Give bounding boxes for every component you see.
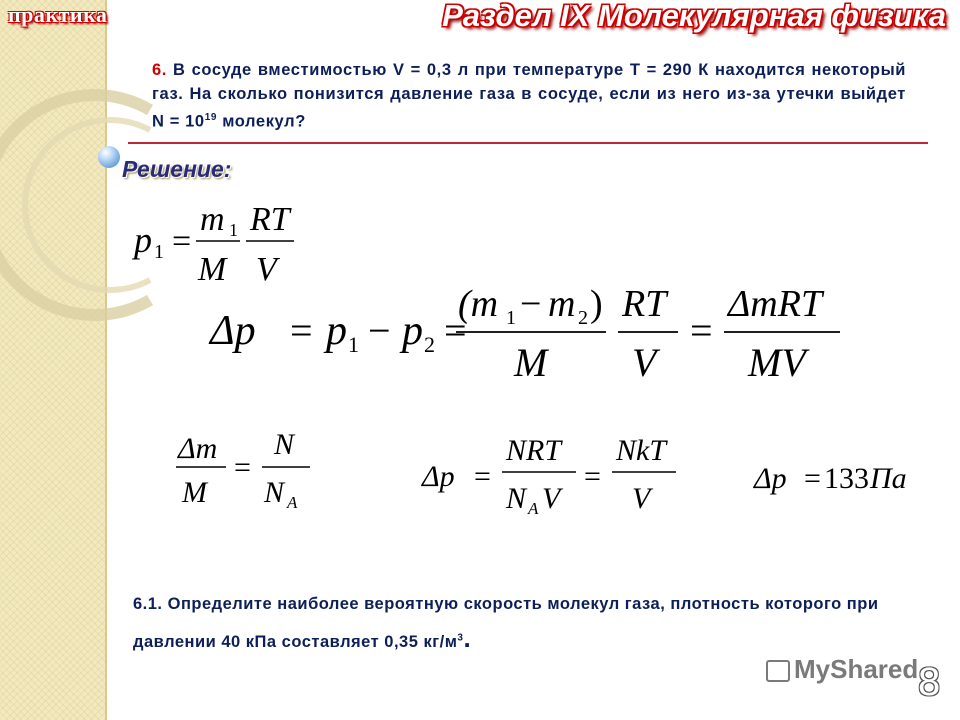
svg-text:V: V	[632, 340, 657, 384]
problem-statement	[152, 58, 906, 134]
svg-text:M: M	[198, 251, 227, 288]
svg-text:MV: MV	[748, 340, 806, 384]
svg-text:p: p	[326, 308, 347, 354]
svg-text:1: 1	[229, 220, 238, 240]
svg-text:m: m	[200, 201, 225, 238]
solution-label: Решение:	[122, 156, 232, 182]
svg-text:N: N	[264, 476, 285, 509]
problem-text-1: В сосуде вместимостью V = 0,3 л при температуре T = 290 К находится некоторый газ. На сколько понизится давление газа в сосуде, если из него из-за утечки выйдет N = 10	[152, 61, 906, 131]
svg-text:2: 2	[578, 307, 588, 329]
watermark-icon	[766, 660, 790, 682]
svg-text:M: M	[182, 476, 207, 509]
svg-text:): )	[590, 283, 603, 325]
svg-text:Δm: Δm	[178, 432, 218, 465]
svg-text:p: p	[134, 220, 152, 260]
svg-text:Δp: Δp	[754, 462, 787, 495]
svg-text:=: =	[690, 308, 713, 353]
svg-text:=: =	[804, 462, 821, 495]
svg-text:m: m	[548, 283, 576, 325]
section-title: Раздел IX Молекулярная физика	[442, 0, 946, 33]
next-problem-text-1: 6.1. Определите наиболее вероятную скорость молекул газа, плотность которого при давлении 40 кПа составляет 0,35 кг/м	[133, 595, 879, 651]
svg-text:Δp: Δp	[210, 308, 256, 354]
svg-text:2: 2	[424, 332, 435, 357]
formula-pressure-initial	[130, 196, 300, 288]
svg-text:=: =	[172, 223, 192, 260]
svg-text:A: A	[528, 499, 539, 518]
formula-answer	[752, 452, 924, 502]
section-tag: практика	[8, 2, 108, 27]
svg-text:=: =	[584, 460, 601, 493]
svg-text:V: V	[256, 251, 277, 288]
svg-text:−: −	[368, 308, 391, 353]
svg-text:Δp: Δp	[422, 460, 455, 493]
svg-text:−: −	[520, 283, 542, 325]
svg-text:N: N	[506, 482, 527, 515]
svg-text:=: =	[234, 451, 251, 484]
svg-text:V: V	[632, 482, 651, 515]
svg-text:1: 1	[348, 332, 359, 357]
svg-text:1: 1	[506, 307, 516, 329]
svg-text:NkT: NkT	[616, 434, 667, 467]
svg-text:N: N	[274, 428, 295, 461]
next-problem-text-2: .	[463, 623, 472, 653]
next-problem-exponent: 3	[457, 632, 464, 644]
next-problem-statement	[133, 587, 923, 659]
svg-text:V: V	[542, 482, 561, 515]
bullet-sphere-icon	[98, 146, 120, 168]
watermark-text: MyShared	[794, 654, 919, 684]
formula-pressure-molecules	[420, 428, 682, 520]
formula-mass-ratio	[174, 424, 314, 516]
svg-text:1: 1	[154, 241, 164, 263]
svg-text:A: A	[287, 493, 298, 512]
watermark-logo	[766, 654, 918, 685]
svg-text:RT: RT	[622, 283, 667, 325]
divider-line	[128, 142, 928, 144]
svg-text:M: M	[514, 340, 548, 384]
problem-number: 6.	[152, 61, 167, 79]
svg-text:p: p	[402, 308, 423, 354]
svg-text:=: =	[444, 308, 467, 353]
svg-text:=: =	[474, 460, 491, 493]
formula-pressure-difference	[208, 282, 848, 384]
svg-text:(m: (m	[458, 283, 499, 325]
problem-text-2: молекул?	[217, 112, 306, 131]
svg-text:RT: RT	[250, 201, 290, 238]
svg-text:133: 133	[824, 462, 869, 495]
page-number: 8	[918, 660, 941, 704]
svg-text:=: =	[290, 308, 313, 353]
svg-text:ΔmRT: ΔmRT	[728, 283, 823, 325]
svg-text:NRT: NRT	[506, 434, 562, 467]
svg-text:Па: Па	[870, 462, 907, 495]
problem-exponent: 19	[204, 112, 218, 123]
